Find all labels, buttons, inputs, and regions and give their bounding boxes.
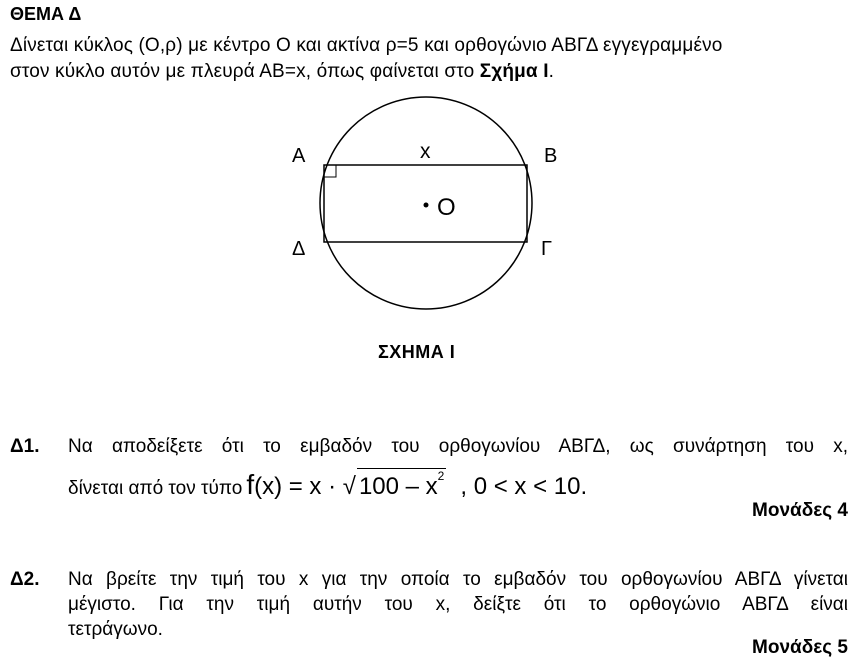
- formula-lhs: (x) = x ·: [254, 473, 343, 500]
- question-d1-line-2: [68, 468, 587, 501]
- formula-function-name: f: [246, 469, 255, 500]
- marks-d1: Μονάδες 4: [752, 500, 848, 521]
- center-point: [424, 203, 429, 208]
- sqrt-symbol: √: [342, 473, 356, 500]
- question-d2-line-1: Να βρείτε την τιμή του x για την οποία το εμβαδόν του ορθογωνίου ΑΒΓΔ γίνεται: [68, 569, 848, 590]
- center-label-o: Ο: [437, 194, 456, 221]
- intro-line-2-period: .: [548, 61, 555, 82]
- vertex-label-d: Δ: [292, 238, 306, 260]
- marks-d2: Μονάδες 5: [752, 637, 848, 658]
- section-title: ΘΕΜΑ Δ: [10, 4, 82, 24]
- formula-exponent: 2: [437, 469, 445, 483]
- sqrt-radicand: [357, 468, 446, 501]
- question-d1-line-1: Να αποδείξετε ότι το εμβαδόν του ορθογωνίου ΑΒΓΔ, ως συνάρτηση του x,: [68, 436, 848, 457]
- question-number-d2: Δ2.: [10, 569, 40, 590]
- figure-reference: Σχήμα Ι: [479, 61, 549, 82]
- formula-domain: , 0 < x < 10.: [460, 473, 588, 500]
- question-d2-line-3: τετράγωνο.: [68, 619, 163, 640]
- area-formula: [246, 468, 446, 501]
- formula-radicand-base: 100 – x: [358, 473, 438, 500]
- question-d2-line-2: μέγιστο. Για την τιμή αυτήν του x, δείξτε ότι το ορθογώνιο ΑΒΓΔ είναι: [68, 594, 848, 615]
- figure-caption: ΣΧΗΜΑ Ι: [378, 342, 456, 362]
- side-label-x: x: [420, 140, 431, 163]
- vertex-label-b: Β: [544, 145, 558, 167]
- vertex-label-g: Γ: [541, 238, 553, 260]
- question-d1-prefix: δίνεται από τον τύπο: [68, 478, 243, 499]
- vertex-label-a: Α: [292, 145, 306, 167]
- intro-line-2-text: στον κύκλο αυτόν με πλευρά ΑΒ=x, όπως φαίνεται στο: [10, 61, 480, 82]
- intro-line-1: Δίνεται κύκλος (Ο,ρ) με κέντρο Ο και ακτίνα ρ=5 και ορθογώνιο ΑΒΓΔ εγγεγραμμένο: [10, 35, 723, 56]
- question-number-d1: Δ1.: [10, 436, 40, 457]
